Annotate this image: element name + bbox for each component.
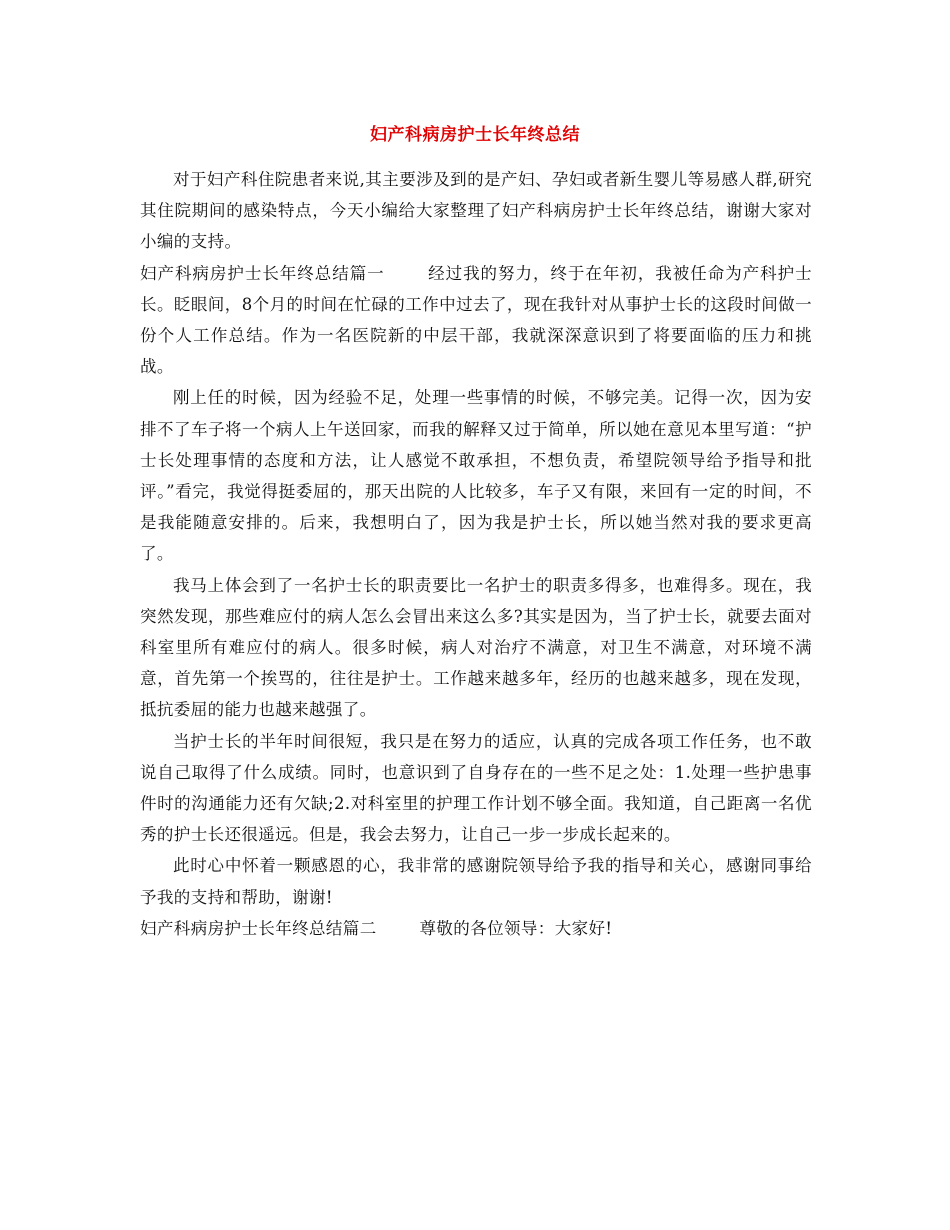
section-one-paragraph [140, 258, 812, 383]
document-title: 妇产科病房护士长年终总结 [370, 125, 580, 145]
body-paragraph: 此时心中怀着一颗感恩的心，我非常的感谢院领导给予我的指导和关心，感谢同事给予我的支持和帮助，谢谢! [140, 856, 812, 907]
document-body [140, 164, 812, 944]
body-paragraph: 当护士长的半年时间很短，我只是在努力的适应，认真的完成各项工作任务，也不敢说自己取得了什么成绩。同时，也意识到了自身存在的一些不足之处：1.处理一些护患事件时的沟通能力还有欠缺;2.对科室里的护理工作计划不够全面。我知道，自己距离一名优秀的护士长还很遥远。但是，我会去努力，让自己一步一步成长起来的。 [140, 731, 812, 845]
section-one-heading: 妇产科病房护士长年终总结篇一 [140, 263, 385, 283]
section-two-lead: 尊敬的各位领导：大家好! [419, 918, 613, 938]
section-one-lead: 经过我的努力，终于在年初，我被任命为产科护士长。眨眼间，8个月的时间在忙碌的工作中过去了，现在我针对从事护士长的这段时间做一份个人工作总结。作为一名医院新的中层干部，我就深深意识到了将要面临的压力和挑战。 [140, 263, 812, 377]
section-two-heading: 妇产科病房护士长年终总结篇二 [140, 918, 377, 938]
body-paragraph: 刚上任的时候，因为经验不足，处理一些事情的时候，不够完美。记得一次，因为安排不了车子将一个病人上午送回家，而我的解释又过于简单，所以她在意见本里写道：“护士长处理事情的态度和方法，让人感觉不敢承担，不想负责，希望院领导给予指导和批评。”看完，我觉得挺委屈的，那天出院的人比较多，车子又有限，来回有一定的时间，不是我能随意安排的。后来，我想明白了，因为我是护士长，所以她当然对我的要求更高了。 [140, 388, 812, 564]
body-paragraph: 我马上体会到了一名护士长的职责要比一名护士的职责多得多，也难得多。现在，我突然发现，那些难应付的病人怎么会冒出来这么多?其实是因为，当了护士长，就要去面对科室里所有难应付的病人。很多时候，病人对治疗不满意，对卫生不满意，对环境不满意，首先第一个挨骂的，往往是护士。工作越来越多年，经历的也越来越多，现在发现，抵抗委屈的能力也越来越强了。 [140, 575, 812, 720]
intro-paragraph: 对于妇产科住院患者来说,其主要涉及到的是产妇、孕妇或者新生婴儿等易感人群,研究其住院期间的感染特点，今天小编给大家整理了妇产科病房护士长年终总结，谢谢大家对小编的支持。 [140, 170, 812, 252]
section-two-paragraph [140, 913, 812, 944]
